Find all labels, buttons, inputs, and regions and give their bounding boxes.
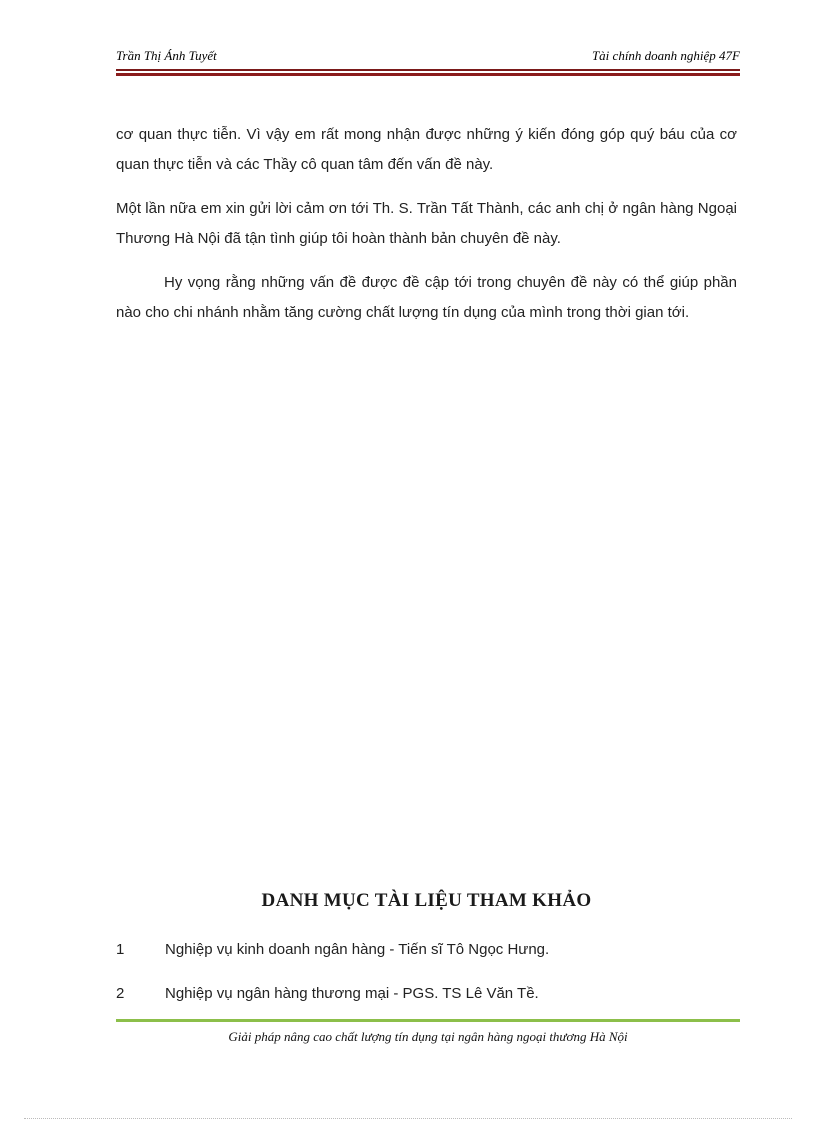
header-course: Tài chính doanh nghiệp 47F — [591, 48, 740, 63]
page-header — [116, 48, 740, 64]
body-text — [116, 120, 737, 342]
reference-item — [116, 985, 737, 1007]
footer-rule — [116, 1019, 740, 1022]
references-title: DANH MỤC TÀI LIỆU THAM KHẢO — [261, 890, 592, 911]
reference-text: Nghiệp vụ kinh doanh ngân hàng - Tiến sĩ Tô Ngọc Hưng. — [165, 941, 550, 958]
header-author: Trần Thị Ánh Tuyết — [116, 48, 217, 63]
header-rule-thick — [116, 73, 740, 76]
header-rule-thin — [116, 69, 740, 71]
page-footer: Giải pháp nâng cao chất lượng tín dụng tại ngân hàng ngoại thương Hà Nội — [228, 1029, 628, 1044]
page-bottom-edge — [24, 1118, 792, 1119]
paragraph: cơ quan thực tiễn. Vì vậy em rất mong nhận được những ý kiến đóng góp quý báu của cơ quan thực tiễn và các Thầy cô quan tâm đến vấn đề này. — [116, 126, 737, 173]
reference-text: Nghiệp vụ ngân hàng thương mại - PGS. TS Lê Văn Tề. — [165, 985, 539, 1002]
reference-number: 1 — [116, 941, 125, 958]
paragraph: Một lần nữa em xin gửi lời cảm ơn tới Th. S. Trần Tất Thành, các anh chị ở ngân hàng Ngoại Thương Hà Nội đã tận tình giúp tôi hoàn thành bản chuyên đề này. — [116, 200, 737, 247]
reference-item — [116, 941, 737, 963]
reference-number: 2 — [116, 985, 125, 1002]
paragraph: Hy vọng rằng những vấn đề được đề cập tới trong chuyên đề này có thể giúp phần nào cho chi nhánh nhằm tăng cường chất lượng tín dụng của mình trong thời gian tới. — [116, 274, 737, 321]
